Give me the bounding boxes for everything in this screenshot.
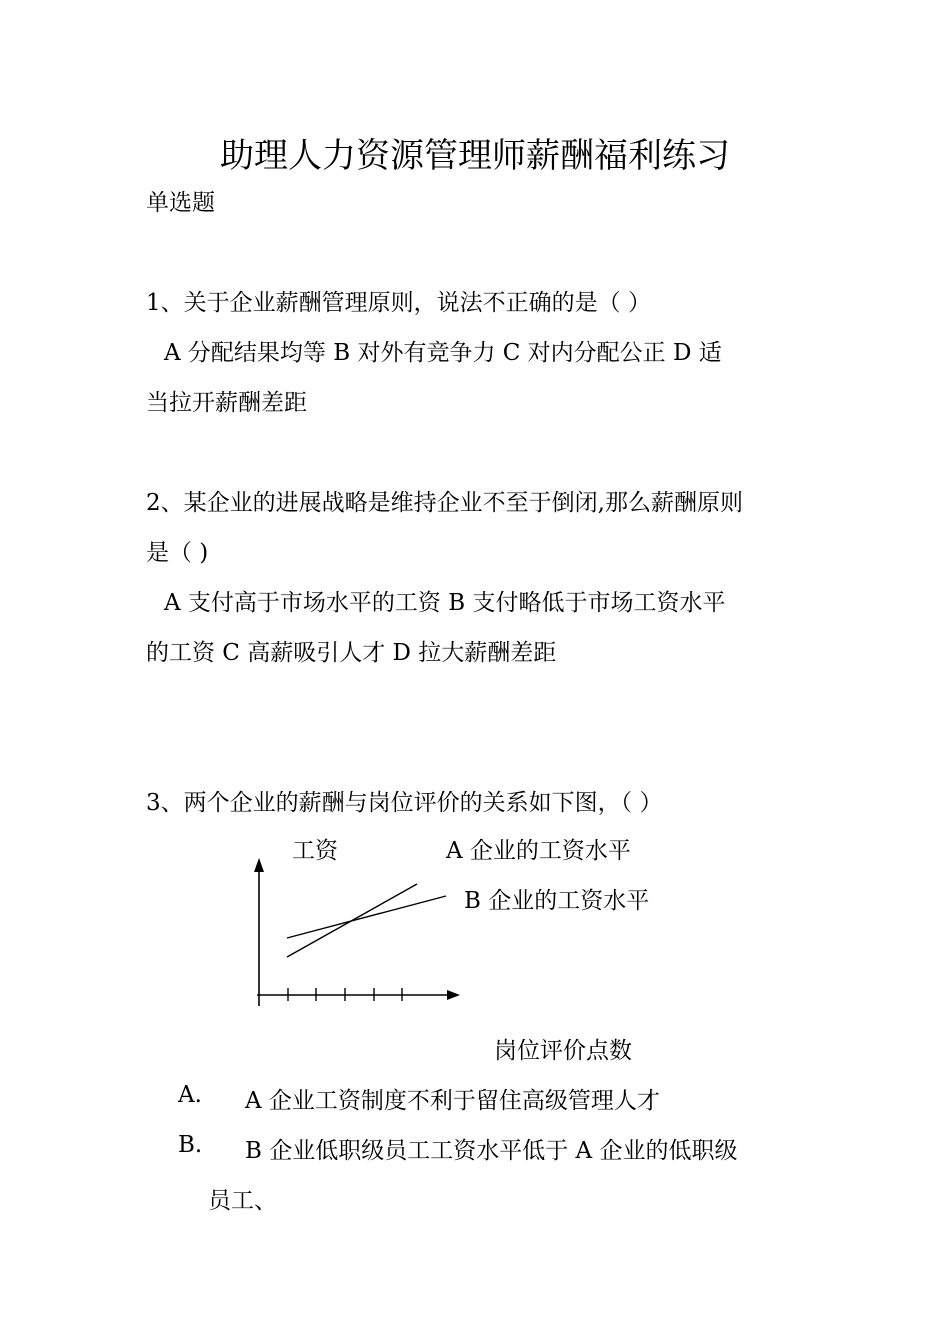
- question-3-stem: 3、两个企业的薪酬与岗位评价的关系如下图，（ ）: [146, 790, 663, 816]
- question-2-options: A 支付高于市场水平的工资 B 支付略低于市场工资水平: [164, 590, 726, 616]
- figure-series-a-label: A 企业的工资水平: [446, 838, 631, 864]
- question-2-stem-cont: 是（ ): [146, 540, 209, 566]
- figure-y-label: 工资: [292, 838, 338, 864]
- question-2-options-cont: 的工资 C 高薪吸引人才 D 拉大薪酬差距: [146, 640, 557, 666]
- x-axis-arrow: [447, 990, 460, 1000]
- question-1-options: A 分配结果均等 B 对外有竞争力 C 对内分配公正 D 适: [164, 340, 722, 366]
- question-3-option-a-letter: A.: [178, 1082, 202, 1108]
- question-3-option-b-letter: B.: [178, 1132, 203, 1158]
- series-b-line: [287, 896, 446, 938]
- question-1-options-cont: 当拉开薪酬差距: [146, 390, 307, 416]
- question-3-option-b-text: B 企业低职级员工工资水平低于 A 企业的低职级: [245, 1138, 738, 1164]
- question-1-stem: 1、关于企业薪酬管理原则，说法不正确的是（ ）: [146, 290, 651, 316]
- page-title: 助理人力资源管理师薪酬福利练习: [220, 136, 730, 176]
- question-3-option-b-text-cont: 员工、: [208, 1188, 277, 1214]
- figure-x-label: 岗位评价点数: [494, 1038, 632, 1064]
- question-3-option-a-text: A 企业工资制度不利于留住高级管理人才: [245, 1088, 660, 1114]
- question-2-stem: 2、某企业的进展战略是维持企业不至于倒闭,那么薪酬原则: [146, 490, 743, 516]
- section-heading: 单选题: [146, 190, 215, 216]
- figure-series-b-label: B 企业的工资水平: [464, 888, 650, 914]
- y-axis-arrow: [254, 858, 264, 872]
